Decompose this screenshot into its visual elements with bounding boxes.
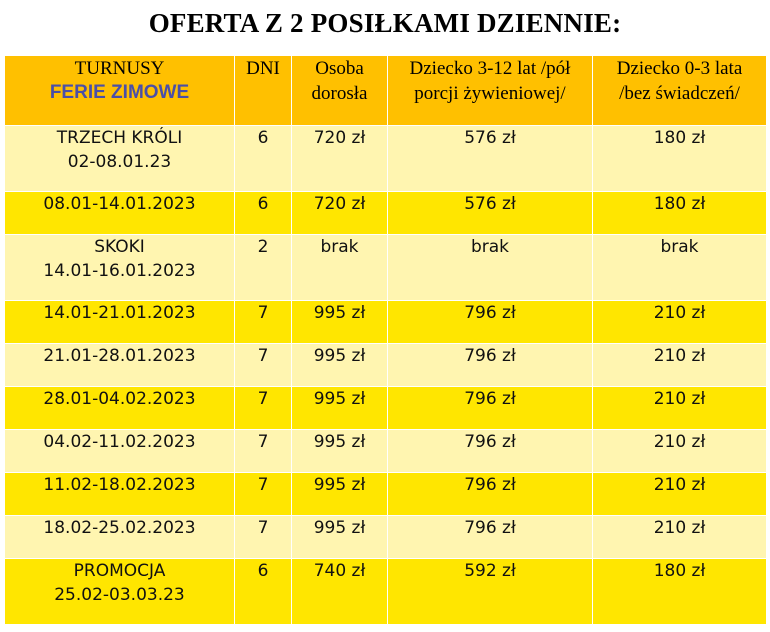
row-infant-price: 210 zł <box>593 516 767 559</box>
table-row <box>5 387 767 430</box>
row-dni: 7 <box>235 387 292 430</box>
row-dni: 2 <box>235 235 292 301</box>
row-dni: 6 <box>235 126 292 192</box>
row-dni: 6 <box>235 192 292 235</box>
row-dates: 02-08.01.23 <box>67 152 172 172</box>
row-child-price: 576 zł <box>388 192 593 235</box>
row-child-price: 576 zł <box>388 126 593 192</box>
row-adult-price: 995 zł <box>292 430 388 473</box>
row-adult-price: 995 zł <box>292 344 388 387</box>
page-title: OFERTA Z 2 POSIŁKAMI DZIENNIE: <box>148 8 622 38</box>
row-infant-price: 210 zł <box>593 430 767 473</box>
table-row <box>5 430 767 473</box>
row-infant-price: 180 zł <box>593 192 767 235</box>
row-name: 21.01-28.01.2023 <box>5 344 235 387</box>
table-header-row <box>5 56 767 126</box>
row-adult-price: 740 zł <box>292 559 388 625</box>
header-ferie-zimowe: FERIE ZIMOWE <box>49 82 190 103</box>
table-row <box>5 559 767 625</box>
header-infant-line2: /bez świadczeń/ <box>619 83 740 104</box>
table-row <box>5 301 767 344</box>
row-child-price: 796 zł <box>388 301 593 344</box>
price-table <box>4 55 767 625</box>
table-row <box>5 516 767 559</box>
row-adult-price: 720 zł <box>292 126 388 192</box>
row-name-cell <box>5 126 235 192</box>
row-infant-price: 210 zł <box>593 473 767 516</box>
row-dni: 7 <box>235 430 292 473</box>
row-child-price: 796 zł <box>388 387 593 430</box>
row-name: 04.02-11.02.2023 <box>5 430 235 473</box>
row-infant-price: 210 zł <box>593 387 767 430</box>
row-name: TRZECH KRÓLI <box>56 128 183 148</box>
row-dni: 7 <box>235 473 292 516</box>
header-turnusy <box>5 56 235 126</box>
row-infant-price: 210 zł <box>593 301 767 344</box>
header-adult <box>292 56 388 126</box>
row-infant-price: 180 zł <box>593 559 767 625</box>
table-row <box>5 126 767 192</box>
row-name: 08.01-14.01.2023 <box>5 192 235 235</box>
table-row <box>5 192 767 235</box>
header-dni-label: DNI <box>246 58 280 79</box>
header-turnusy-label: TURNUSY <box>74 58 165 79</box>
header-child-line2: porcji żywieniowej/ <box>414 83 566 104</box>
row-name: 11.02-18.02.2023 <box>5 473 235 516</box>
row-dni: 7 <box>235 344 292 387</box>
row-adult-price: 720 zł <box>292 192 388 235</box>
row-name: SKOKI <box>94 237 145 257</box>
row-dni: 6 <box>235 559 292 625</box>
row-child-price: 796 zł <box>388 516 593 559</box>
row-infant-price: 210 zł <box>593 344 767 387</box>
row-child-price: brak <box>388 235 593 301</box>
row-dates: 14.01-16.01.2023 <box>43 261 196 281</box>
row-adult-price: 995 zł <box>292 473 388 516</box>
row-dni: 7 <box>235 301 292 344</box>
row-adult-price: 995 zł <box>292 301 388 344</box>
table-row <box>5 344 767 387</box>
row-name-cell <box>5 235 235 301</box>
row-name-cell <box>5 559 235 625</box>
row-child-price: 796 zł <box>388 344 593 387</box>
header-infant-line1: Dziecko 0-3 lata <box>616 58 743 79</box>
row-dni: 7 <box>235 516 292 559</box>
row-adult-price: 995 zł <box>292 516 388 559</box>
row-dates: 25.02-03.03.23 <box>54 585 185 605</box>
table-row <box>5 235 767 301</box>
header-child <box>388 56 593 126</box>
row-child-price: 796 zł <box>388 430 593 473</box>
row-adult-price: brak <box>292 235 388 301</box>
row-name: 18.02-25.02.2023 <box>5 516 235 559</box>
row-infant-price: brak <box>593 235 767 301</box>
header-dni <box>235 56 292 126</box>
header-child-line1: Dziecko 3-12 lat /pół <box>409 58 571 79</box>
row-child-price: 592 zł <box>388 559 593 625</box>
row-child-price: 796 zł <box>388 473 593 516</box>
header-adult-line1: Osoba <box>315 58 364 79</box>
row-infant-price: 180 zł <box>593 126 767 192</box>
row-name: 28.01-04.02.2023 <box>5 387 235 430</box>
row-name: 14.01-21.01.2023 <box>5 301 235 344</box>
header-infant <box>593 56 767 126</box>
header-adult-line2: dorosła <box>311 83 368 104</box>
table-row <box>5 473 767 516</box>
row-name: PROMOCJA <box>73 561 166 581</box>
row-adult-price: 995 zł <box>292 387 388 430</box>
